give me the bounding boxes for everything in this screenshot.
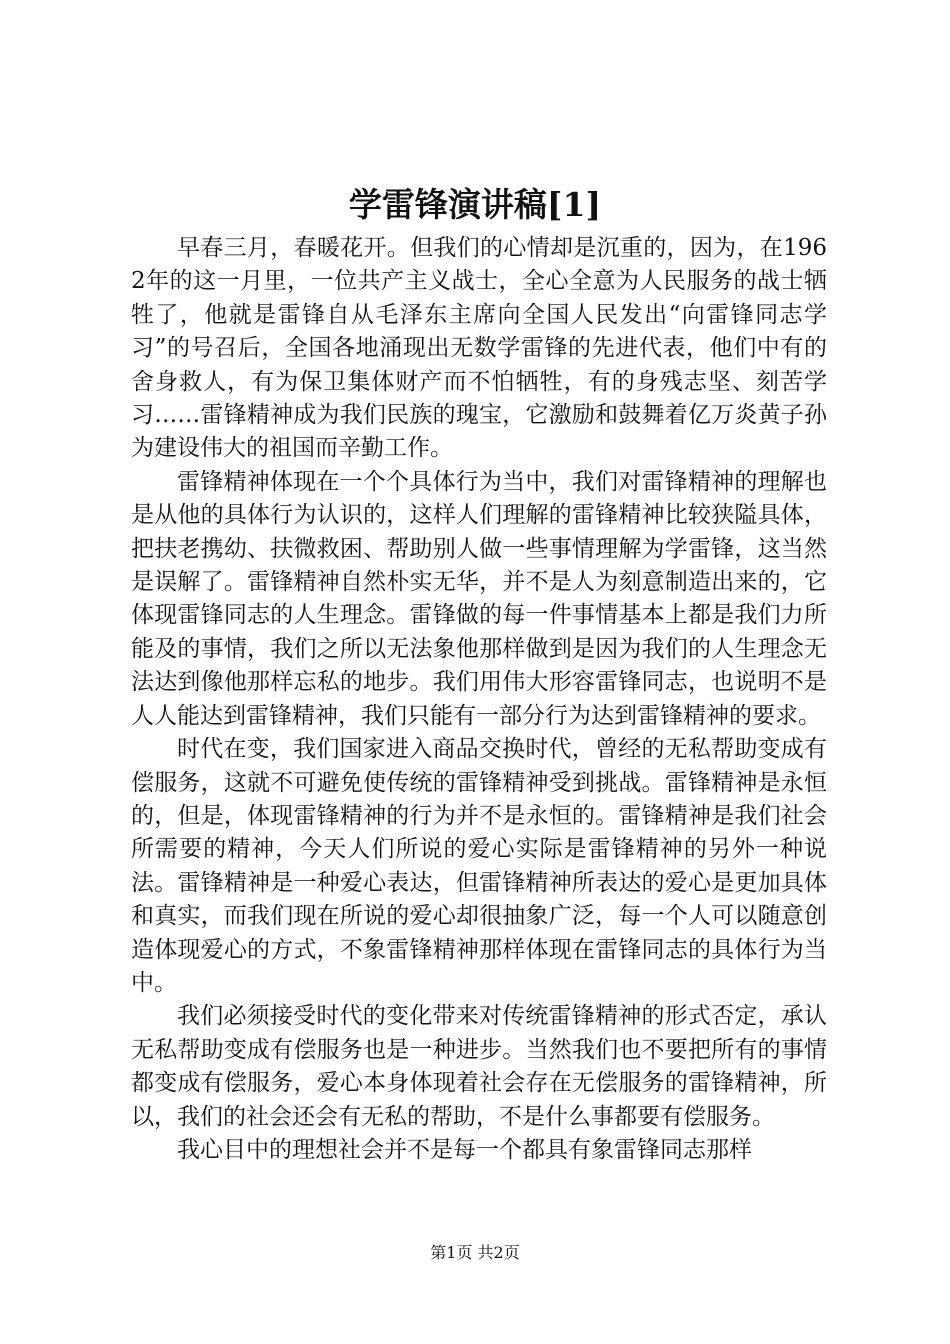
paragraph-5: 我心目中的理想社会并不是每一个都具有象雷锋同志那样 (177, 1136, 752, 1163)
page-number-footer: 第1页 共2页 (430, 1243, 520, 1262)
document-title: 学雷锋演讲稿[1] (348, 185, 602, 224)
paragraph-3: 时代在变，我们国家进入商品交换时代，曾经的无私帮助变成有偿服务，这就不可避免使传统的雷锋精神受到挑战。雷锋精神是永恒的，但是，体现雷锋精神的行为并不是永恒的。雷锋精神是我们社会所需要的精神，今天人们所说的爱心实际是雷锋精神的另外一种说法。雷锋精神是一种爱心表达，但雷锋精神所表达的爱心是更加具体和真实，而我们现在所说的爱心却很抽象广泛，每一个人可以随意创造体现爱心的方式，不象雷锋精神那样体现在雷锋同志的具体行为当中。 (131, 736, 827, 996)
paragraph-1: 早春三月，春暖花开。但我们的心情却是沉重的，因为，在1962年的这一月里，一位共产主义战士，全心全意为人民服务的战士牺牲了，他就是雷锋自从毛泽东主席向全国人民发出“向雷锋同志学习”的号召后，全国各地涌现出无数学雷锋的先进代表，他们中有的舍身救人，有为保卫集体财产而不怕牺牲，有的身残志坚、刻苦学习……雷锋精神成为我们民族的瑰宝，它激励和鼓舞着亿万炎黄子孙为建设伟大的祖国而辛勤工作。 (131, 235, 827, 462)
document-body (131, 232, 827, 1167)
paragraph-2: 雷锋精神体现在一个个具体行为当中，我们对雷锋精神的理解也是从他的具体行为认识的，这样人们理解的雷锋精神比较狭隘具体，把扶老携幼、扶微救困、帮助别人做一些事情理解为学雷锋，这当然是误解了。雷锋精神自然朴实无华，并不是人为刻意制造出来的，它体现雷锋同志的人生理念。雷锋做的每一件事情基本上都是我们力所能及的事情，我们之所以无法象他那样做到是因为我们的人生理念无法达到像他那样忘私的地步。我们用伟大形容雷锋同志，也说明不是人人能达到雷锋精神，我们只能有一部分行为达到雷锋精神的要求。 (131, 468, 827, 729)
paragraph-4: 我们必须接受时代的变化带来对传统雷锋精神的形式否定，承认无私帮助变成有偿服务也是一种进步。当然我们也不要把所有的事情都变成有偿服务，爱心本身体现着社会存在无偿服务的雷锋精神，所以，我们的社会还会有无私的帮助，不是什么事都要有偿服务。 (131, 1003, 827, 1130)
